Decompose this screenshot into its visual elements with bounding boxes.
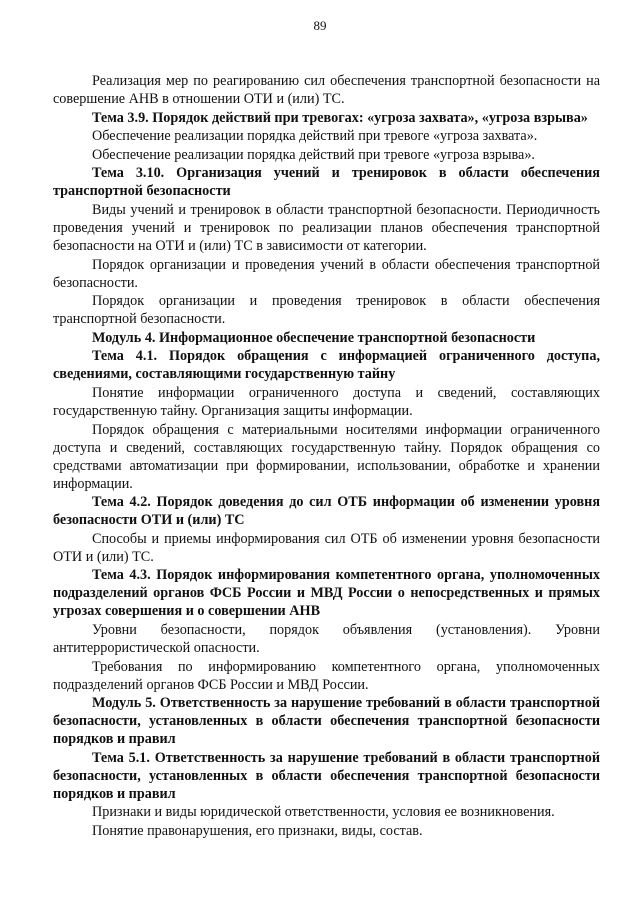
paragraph: Обеспечение реализации порядка действий при тревоге «угроза захвата». [92, 128, 538, 145]
page-number: 89 [313, 18, 327, 33]
paragraph: Реализация мер по реагированию сил обеспечения транспортной безопасности на совершение АНВ в отношении ОТИ и (или) ТС. [53, 73, 600, 107]
topic-heading: Тема 5.1. Ответственность за нарушение требований в области транспортной безопасности, установленных в области обеспечения транспортной безопасности порядков и правил [53, 749, 600, 802]
paragraph: Порядок организации и проведения тренировок в области обеспечения транспортной безопасности. [53, 293, 600, 328]
paragraph: Виды учений и тренировок в области транспортной безопасности. Периодичность проведения учений и тренировок по реализации планов обеспечения транспортной безопасности на ОТИ и (или) ТС в зависимости от категории. [53, 201, 600, 254]
paragraph: Способы и приемы информирования сил ОТБ об изменении уровня безопасности ОТИ и (или) ТС. [53, 530, 600, 565]
topic-heading: Тема 4.2. Порядок доведения до сил ОТБ информации об изменении уровня безопасности ОТИ и (или) ТС [53, 494, 600, 529]
paragraph: Уровни безопасности, порядок объявления (установления). Уровни антитеррористической опасности. [53, 621, 600, 656]
module-heading: Модуль 5. Ответственность за нарушение требований в области транспортной безопасности, установленных в области обеспечения транспортной безопасности порядков и правил [53, 695, 600, 748]
paragraph: Порядок обращения с материальными носителями информации ограниченного доступа и сведений, составляющих государственную тайну. Порядок обращения со средствами автоматизации при формировании, использовании, обработке и хранении информации. [53, 421, 600, 492]
topic-heading: Тема 4.1. Порядок обращения с информацией ограниченного доступа, сведениями, составляющими государственную тайну [53, 348, 600, 383]
module-heading: Модуль 4. Информационное обеспечение транспортной безопасности [92, 329, 536, 346]
topic-heading: Тема 3.10. Организация учений и тренировок в области обеспечения транспортной безопасности [53, 165, 600, 200]
topic-heading: Тема 3.9. Порядок действий при тревогах: «угроза захвата», «угроза взрыва» [92, 109, 588, 126]
paragraph: Обеспечение реализации порядка действий при тревоге «угроза взрыва». [92, 146, 535, 163]
paragraph: Признаки и виды юридической ответственности, условия ее возникновения. [92, 804, 555, 821]
topic-heading: Тема 4.3. Порядок информирования компетентного органа, уполномоченных подразделений органов ФСБ России и МВД России о непосредственных и прямых угрозах совершения и о совершении АНВ [53, 567, 600, 620]
paragraph: Требования по информированию компетентного органа, уполномоченных подразделений органов ФСБ России и МВД России. [53, 658, 600, 693]
document-body [53, 72, 600, 840]
paragraph: Понятие информации ограниченного доступа и сведений, составляющих государственную тайну. Организация защиты информации. [53, 384, 600, 419]
paragraph: Понятие правонарушения, его признаки, виды, состав. [92, 822, 423, 839]
paragraph: Порядок организации и проведения учений в области обеспечения транспортной безопасности. [53, 256, 600, 291]
